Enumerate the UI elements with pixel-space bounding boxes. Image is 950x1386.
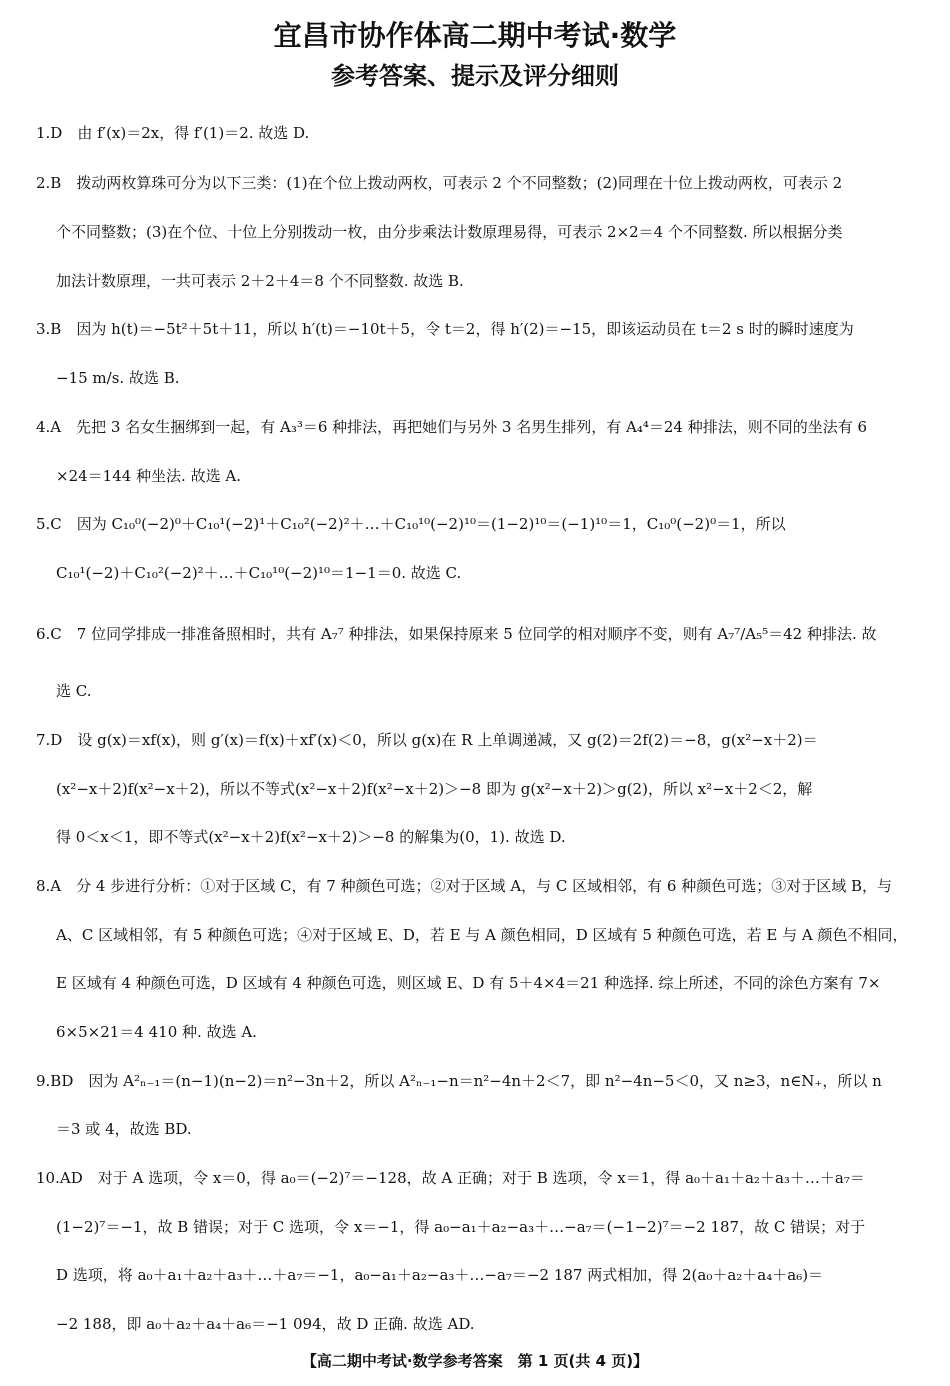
answer-line: 个不同整数；(3)在个位、十位上分别拨动一枚，由分步乘法计数原理易得，可表示 2×2＝4 个不同整数. 所以根据分类 xyxy=(56,223,843,241)
answer-line: 7.D 设 g(x)＝xf(x)，则 g′(x)＝f(x)＋xf′(x)＜0，所以 g(x)在 R 上单调递减，又 g(2)＝2f(2)＝−8，g(x²−x＋2)＝ xyxy=(36,731,818,749)
answer-line: (x²−x＋2)f(x²−x＋2)，所以不等式(x²−x＋2)f(x²−x＋2)＞−8 即为 g(x²−x＋2)＞g(2)，所以 x²−x＋2＜2，解 xyxy=(56,780,813,798)
answer-line: −15 m/s. 故选 B. xyxy=(56,369,180,387)
answer-line: 8.A 分 4 步进行分析：①对于区域 C，有 7 种颜色可选；②对于区域 A，与 C 区域相邻，有 6 种颜色可选；③对于区域 B，与 xyxy=(36,877,893,895)
answer-line: D 选项，将 a₀＋a₁＋a₂＋a₃＋…＋a₇＝−1，a₀−a₁＋a₂−a₃＋…−a₇＝−2 187 两式相加，得 2(a₀＋a₂＋a₄＋a₆)＝ xyxy=(56,1266,824,1284)
answer-line: E 区域有 4 种颜色可选，D 区域有 4 种颜色可选，则区域 E、D 有 5＋4×4＝21 种选择. 综上所述，不同的涂色方案有 7× xyxy=(56,974,881,992)
answer-line: ×24＝144 种坐法. 故选 A. xyxy=(56,467,241,485)
answer-line: (1−2)⁷＝−1，故 B 错误；对于 C 选项，令 x＝−1，得 a₀−a₁＋a₂−a₃＋…−a₇＝(−1−2)⁷＝−2 187，故 C 错误；对于 xyxy=(56,1218,866,1236)
answer-line: C₁₀¹(−2)＋C₁₀²(−2)²＋…＋C₁₀¹⁰(−2)¹⁰＝1−1＝0. 故选 C. xyxy=(56,564,462,582)
answer-line: 9.BD 因为 A²ₙ₋₁＝(n−1)(n−2)＝n²−3n＋2，所以 A²ₙ₋₁−n＝n²−4n＋2＜7，即 n²−4n−5＜0，又 n≥3，n∈N₊，所以 n xyxy=(36,1072,882,1090)
answer-line: 2.B 拨动两枚算珠可分为以下三类：(1)在个位上拨动两枚，可表示 2 个不同整数；(2)同理在十位上拨动两枚，可表示 2 xyxy=(36,174,843,192)
answer-line: 选 C. xyxy=(56,682,92,700)
answer-line: 6.C 7 位同学排成一排准备照相时，共有 A₇⁷ 种排法，如果保持原来 5 位同学的相对顺序不变，则有 A₇⁷/A₅⁵＝42 种排法. 故 xyxy=(36,625,877,643)
answer-line: −2 188，即 a₀＋a₂＋a₄＋a₆＝−1 094，故 D 正确. 故选 AD. xyxy=(56,1315,475,1333)
answer-line: ＝3 或 4，故选 BD. xyxy=(56,1120,192,1138)
answer-line: 1.D 由 f′(x)＝2x，得 f′(1)＝2. 故选 D. xyxy=(36,124,310,142)
page-footer: 【高二期中考试·数学参考答案 第 1 页(共 4 页)】 xyxy=(301,1352,649,1370)
answer-line: 6×5×21＝4 410 种. 故选 A. xyxy=(56,1023,257,1041)
answer-line: 5.C 因为 C₁₀⁰(−2)⁰＋C₁₀¹(−2)¹＋C₁₀²(−2)²＋…＋C₁₀¹⁰(−2)¹⁰＝(1−2)¹⁰＝(−1)¹⁰＝1，C₁₀⁰(−2)⁰＝1，所以 xyxy=(36,515,786,533)
answer-line: 4.A 先把 3 名女生捆绑到一起，有 A₃³＝6 种排法，再把她们与另外 3 名男生排列，有 A₄⁴＝24 种排法，则不同的坐法有 6 xyxy=(36,418,868,436)
answer-line: 10.AD 对于 A 选项，令 x＝0，得 a₀＝(−2)⁷＝−128，故 A 正确；对于 B 选项，令 x＝1，得 a₀＋a₁＋a₂＋a₃＋…＋a₇＝ xyxy=(36,1169,865,1187)
page-title: 宜昌市协作体高二期中考试·数学 xyxy=(273,19,677,52)
answer-line: 加法计数原理，一共可表示 2＋2＋4＝8 个不同整数. 故选 B. xyxy=(56,272,464,290)
answer-line: A、C 区域相邻，有 5 种颜色可选；④对于区域 E、D，若 E 与 A 颜色相同，D 区域有 5 种颜色可选，若 E 与 A 颜色不相同， xyxy=(56,926,908,944)
answer-line: 3.B 因为 h(t)＝−5t²＋5t＋11，所以 h′(t)＝−10t＋5，令 t＝2，得 h′(2)＝−15，即该运动员在 t＝2 s 时的瞬时速度为 xyxy=(36,320,854,338)
answer-line: 得 0＜x＜1，即不等式(x²−x＋2)f(x²−x＋2)＞−8 的解集为(0，1). 故选 D. xyxy=(56,828,566,846)
page-subtitle: 参考答案、提示及评分细则 xyxy=(331,62,619,90)
